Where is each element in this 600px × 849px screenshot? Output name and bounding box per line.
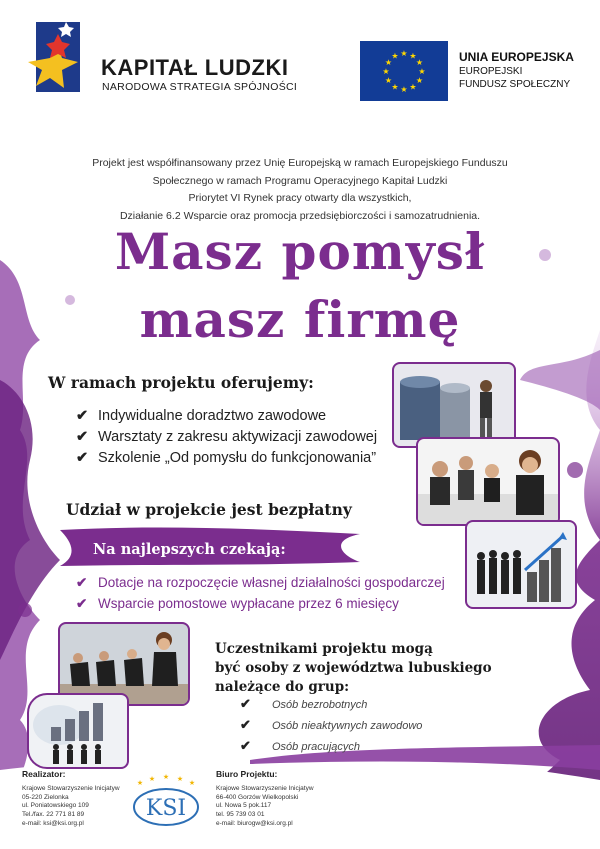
participants-heading <box>215 640 492 697</box>
check-icon: ✔ <box>76 575 88 590</box>
participants-heading-line: należące do grup: <box>215 679 350 695</box>
svg-text:★: ★ <box>391 82 399 92</box>
svg-text:★: ★ <box>384 76 393 85</box>
eu-title: UNIA EUROPEJSKA <box>459 50 574 64</box>
best-list <box>76 572 445 614</box>
check-icon: ✔ <box>240 738 251 753</box>
svg-text:★: ★ <box>400 85 408 94</box>
footer-line: Krajowe Stowarzyszenie Inicjatyw <box>22 785 120 792</box>
svg-text:★: ★ <box>415 76 424 85</box>
list-item: ✔ Wsparcie pomostowe wypłacane przez 6 miesięcy <box>76 593 445 614</box>
intro-line: Społecznego w ramach Programu Operacyjnego Kapitał Ludzki <box>152 174 448 187</box>
list-item: ✔ Osób bezrobotnych <box>240 694 422 715</box>
footer-office-address <box>216 785 314 829</box>
offer-list <box>76 406 377 469</box>
list-item: ✔ Warsztaty z zakresu aktywizacji zawodowej <box>76 427 377 448</box>
photo-people-holding-bars <box>27 693 129 769</box>
svg-text:★: ★ <box>415 58 424 67</box>
check-icon: ✔ <box>240 717 251 732</box>
check-icon: ✔ <box>76 408 89 424</box>
photo-team-growth-chart <box>465 520 577 609</box>
kapital-ludzki-logo <box>28 22 80 92</box>
svg-text:★: ★ <box>382 67 390 76</box>
list-item: ✔ Dotacje na rozpoczęcie własnej działalności gospodarczej <box>76 572 445 593</box>
svg-text:★: ★ <box>176 775 184 783</box>
list-item: ✔ Osób pracujących <box>240 736 422 757</box>
footer-line: 05-220 Zielonka <box>22 793 69 801</box>
check-icon: ✔ <box>76 450 89 466</box>
svg-text:★: ★ <box>188 779 196 787</box>
check-icon: ✔ <box>76 596 88 611</box>
eu-fund-line1: EUROPEJSKI <box>459 66 523 77</box>
participants-list <box>240 694 422 757</box>
participants-heading-line: być osoby z województwa lubuskiego <box>215 660 492 676</box>
svg-text:★: ★ <box>409 51 417 61</box>
free-participation-heading: Udział w projekcie jest bezpłatny <box>66 500 352 519</box>
footer-line: Tel./fax. 22 771 81 89 <box>22 811 85 819</box>
svg-text:★: ★ <box>136 779 144 787</box>
footer-line: e-mail: ksi@ksi.org.pl <box>22 819 84 827</box>
eu-flag <box>360 41 448 101</box>
svg-text:★: ★ <box>409 82 417 92</box>
footer-line: e-mail: biurogw@ksi.org.pl <box>216 819 293 827</box>
intro-line: Działanie 6.2 Wsparcie oraz promocja przedsiębiorczości i samozatrudnienia. <box>119 209 481 222</box>
best-heading: Na najlepszych czekają: <box>93 541 286 558</box>
footer-line: ul. Nowa 5 pok.117 <box>216 802 272 810</box>
intro-line: Projekt jest współfinansowany przez Unię Europejską w ramach Europejskiego Funduszu <box>92 157 508 169</box>
photo-business-meeting <box>416 437 560 526</box>
footer-line: 66-400 Gorzów Wielkopolski <box>216 793 299 801</box>
list-item: ✔ Szkolenie „Od pomysłu do funkcjonowania” <box>76 448 377 469</box>
check-icon: ✔ <box>240 696 251 711</box>
kapital-ludzki-subtitle: NARODOWA STRATEGIA SPÓJNOŚCI <box>102 81 298 93</box>
list-item: ✔ Osób nieaktywnych zawodowo <box>240 715 422 736</box>
eu-stars-icon <box>360 41 448 101</box>
offer-heading: W ramach projektu oferujemy: <box>48 373 314 392</box>
svg-text:★: ★ <box>162 773 170 781</box>
footer-line: ul. Poniatowskiego 109 <box>22 802 89 810</box>
photo-chart-woman <box>392 362 516 448</box>
intro-paragraph <box>60 155 540 225</box>
eu-fund-line2: FUNDUSZ SPOŁECZNY <box>459 79 571 90</box>
svg-text:★: ★ <box>148 775 156 783</box>
footer-realizator-address <box>22 785 120 829</box>
kapital-ludzki-title: KAPITAŁ LUDZKI <box>101 55 289 80</box>
list-item: ✔ Indywidualne doradztwo zawodowe <box>76 406 377 427</box>
intro-line: Priorytet VI Rynek pracy otwarty dla wszystkich, <box>188 192 412 204</box>
ksi-logo <box>128 773 204 831</box>
svg-text:★: ★ <box>384 58 393 67</box>
check-icon: ✔ <box>76 429 89 445</box>
footer-line: tel. 95 739 03 01 <box>216 811 265 819</box>
ksi-logo-text: KSI <box>145 796 187 821</box>
headline-line2: masz firmę <box>139 290 461 349</box>
svg-text:★: ★ <box>391 51 399 61</box>
svg-text:★: ★ <box>400 49 408 58</box>
svg-text:★: ★ <box>418 67 426 76</box>
participants-heading-line: Uczestnikami projektu mogą <box>215 641 433 657</box>
headline-line1: Masz pomysł <box>114 222 486 281</box>
footer-realizator-heading: Realizator: <box>22 769 66 779</box>
footer-office-heading: Biuro Projektu: <box>216 769 278 779</box>
footer-line: Krajowe Stowarzyszenie Inicjatyw <box>216 785 314 792</box>
